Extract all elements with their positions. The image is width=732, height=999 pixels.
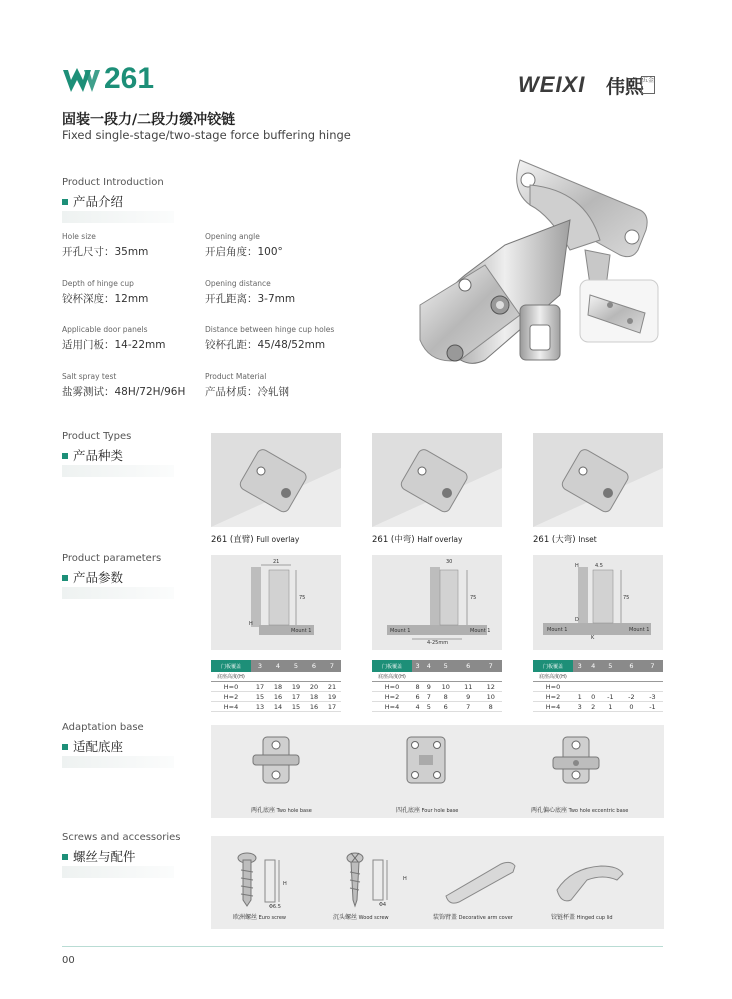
spec-item: Opening angle 开启角度：100° [205, 232, 283, 258]
param-table-2: 门板覆盖 3 4 5 6 7 底座高度(H) H=0 8 9 10 11 12 H=2 6 7 8 9 10 H=4 4 5 6 7 8 [372, 660, 502, 712]
brand-name: WEIXI [518, 72, 586, 97]
two-hole-eccentric-base-image [551, 735, 601, 785]
two-hole-base-image [251, 735, 301, 785]
type-caption: 261 (中弯) Half overlay [372, 535, 463, 545]
adaptation-heading-en: Adaptation base [62, 722, 144, 733]
types-heading-cn: 产品种类 [62, 446, 123, 464]
adaptation-heading-cn: 适配底座 [62, 737, 123, 755]
type-caption: 261 (大弯) Inset [533, 535, 597, 545]
intro-heading-cn: 产品介绍 [62, 192, 123, 210]
section-marker-icon [62, 575, 68, 581]
param-table-1: 门板覆盖 3 4 5 6 7 底座高度(H) H=0 17 18 19 20 21 H=2 15 16 17 18 19 H=4 13 14 15 16 17 [211, 660, 341, 712]
type-image-full-overlay [211, 433, 341, 527]
accessory-caption: 铰链杯盖 Hinged cup lid [551, 914, 613, 921]
brand-logo-mark-icon [62, 66, 102, 96]
decorative-arm-cover-image [441, 856, 521, 906]
accessory-caption: 装饰臂盖 Decorative arm cover [433, 914, 513, 921]
page-title-en: Fixed single-stage/two-stage force buffering hinge [62, 128, 351, 142]
spec-item: Applicable door panels 适用门板：14-22mm [62, 325, 166, 351]
page-number: 00 [62, 955, 75, 966]
spec-item: Opening distance 开孔距离：3-7mm [205, 279, 296, 305]
type-image-half-overlay [372, 433, 502, 527]
section-marker-icon [62, 199, 68, 205]
section-divider [62, 211, 174, 223]
model-number: 261 [104, 62, 155, 95]
spec-item: Salt spray test 盐雾测试：48H/72H/96H [62, 372, 186, 398]
accessories-panel: H Φ6.5 H Φ4 欧洲螺丝 Euro screw 沉头螺丝 Wood screw 装饰臂盖 Decorative arm cover 铰链杯盖 Hinged cup lid [211, 836, 664, 929]
params-heading-en: Product parameters [62, 553, 162, 564]
page-title-cn: 固装一段力/二段力缓冲铰链 [62, 112, 236, 128]
spec-item: Product Material 产品材质：冷轧钢 [205, 372, 289, 398]
base-caption: 四孔底座 Four hole base [396, 807, 459, 814]
accessory-caption: 沉头螺丝 Wood screw [333, 914, 389, 921]
params-heading-cn: 产品参数 [62, 568, 123, 586]
hinge-product-image [410, 145, 665, 405]
spec-item: Distance between hinge cup holes 铰杯孔距：45/48/52mm [205, 325, 335, 351]
screws-heading-en: Screws and accessories [62, 832, 181, 843]
wood-screw-image [341, 850, 401, 910]
param-table-3: 门板覆盖 3 4 5 6 7 底座高度(H) H=0 H=2 1 0 -1 -2 -3 H=4 3 2 1 0 -1 [533, 660, 663, 712]
euro-screw-image [231, 850, 291, 910]
param-diagram-2: 30 75 Mount 1 Mount 1 4-25mm [372, 555, 502, 650]
param-diagram-3: H 4.5 75 D K Mount 1 Mount 1 [533, 555, 663, 650]
types-heading-en: Product Types [62, 431, 132, 442]
spec-item: Hole size 开孔尺寸：35mm [62, 232, 149, 258]
section-divider [62, 465, 174, 477]
base-caption: 两孔偏心底座 Two hole eccentric base [531, 807, 629, 814]
brand-seal: 五金 [641, 76, 655, 94]
four-hole-base-image [401, 735, 451, 785]
spec-item: Depth of hinge cup 铰杯深度：12mm [62, 279, 149, 305]
type-image-inset [533, 433, 663, 527]
section-divider [62, 866, 174, 878]
section-divider [62, 756, 174, 768]
section-divider [62, 587, 174, 599]
screws-heading-cn: 螺丝与配件 [62, 847, 136, 865]
brand-name-cn: 伟熙 [606, 76, 645, 98]
section-marker-icon [62, 453, 68, 459]
base-caption: 两孔底座 Two hole base [251, 807, 312, 814]
section-marker-icon [62, 854, 68, 860]
section-marker-icon [62, 744, 68, 750]
hinged-cup-lid-image [551, 860, 631, 906]
intro-heading-en: Product Introduction [62, 177, 164, 188]
adaptation-panel [211, 725, 664, 818]
type-caption: 261 (直臂) Full overlay [211, 535, 300, 545]
accessory-caption: 欧洲螺丝 Euro screw [233, 914, 286, 921]
param-diagram-1: 21 75 H Mount 1 [211, 555, 341, 650]
footer-divider [62, 946, 663, 947]
